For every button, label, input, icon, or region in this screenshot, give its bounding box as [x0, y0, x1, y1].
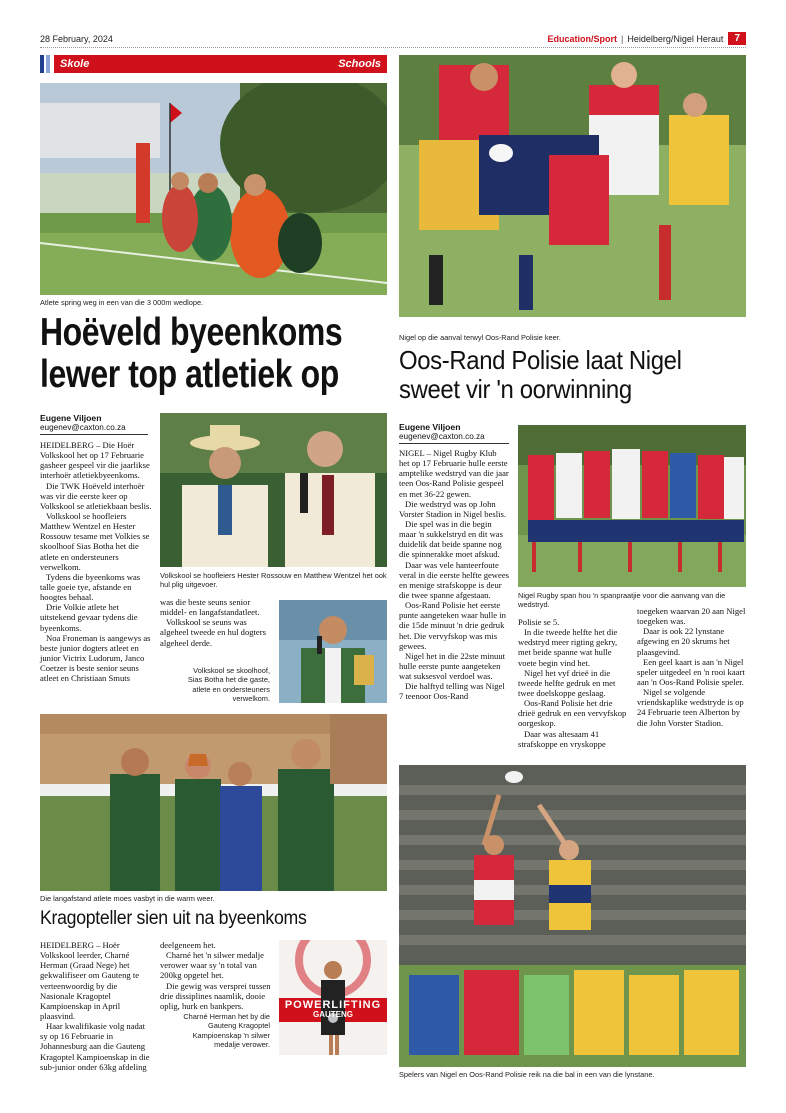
article-body — [40, 440, 152, 683]
photo-athletes-start — [40, 83, 387, 295]
photo-caption: Volkskool se skoolhoof, Sias Botha het die gaste, atlete en ondersteuners verwelkom. — [187, 666, 270, 703]
banner-stripe — [46, 55, 50, 73]
author-email: eugenev@caxton.co.za — [399, 432, 485, 441]
paragraph: HEIDELBERG – Hoër Volkskool leerder, Charné Herman (Graad Nege) het gekwalifiseer om Gauteng te verteenwoordig by die Nasionale Kragoptel Kampioenskap in April plaasvind. — [40, 940, 140, 1021]
paragraph: Noa Froneman is aangewys as beste junior dogters atleet en junior Victrix Ludorum, Janco Coetzer is beste senior seuns atleet en Christiaan Smuts — [40, 632, 151, 684]
paragraph: was die beste seuns senior middel- en langafstandatleet. — [160, 597, 260, 618]
section-banner — [40, 55, 387, 73]
paragraph: Tydens die byeenkoms was talle goeie tye, afstande en hoogtes behaal. — [40, 571, 141, 603]
banner-text: GAUTENG — [313, 1010, 353, 1019]
paragraph: Nigel het vyf drieë in die tweede helfte gedruk en met twee doelskoppe geslaag. — [518, 667, 616, 698]
paragraph: Een geel kaart is aan 'n Nigel speler uitgedeel en 'n rooi kaart aan 'n Oos-Rand Polisie speler. — [637, 656, 745, 687]
author-name: Eugene Viljoen — [40, 413, 102, 423]
paragraph: NIGEL – Nigel Rugby Klub het op 17 Februarie hulle eerste amptelike wedstryd van die jaar teen Oos-Rand Polisie gespeel en met 36-22 gewen. — [399, 448, 509, 499]
paragraph: Oos-Rand Polisie het drie drieë gedruk en een vervyfskop oorgeskop. — [518, 698, 627, 729]
paragraph: Polisie se 5. — [518, 617, 560, 627]
paragraph: Nigel het in die 22ste minuut hulle eerste punte aangeteken wat suksesvol verdoel was. — [399, 650, 506, 682]
paragraph: Die halftyd telling was Nigel 7 teenoor Oos-Rand — [399, 681, 505, 702]
photo-rugby-huddle — [518, 425, 746, 587]
paragraph: Volkskool se seuns was algeheel tweede en hul dogters algeheel derde. — [160, 617, 266, 648]
byline-rule — [399, 443, 509, 444]
article-body — [399, 448, 509, 702]
banner-stripe — [40, 55, 44, 73]
paragraph: toegeken waarvan 20 aan Nigel toegeken was. — [637, 606, 746, 627]
header-rule — [40, 47, 746, 48]
paragraph: Daar was altesaam 41 strafskoppe en vryskoppe — [518, 728, 606, 749]
paragraph: HEIDELBERG – Die Hoër Volkskool het op 17 Februarie gasheer gespeel vir die jaarlikse interhoër atletiekbyeenkoms. — [40, 440, 150, 481]
paragraph: Die spel was in die begin maar 'n sukkelstryd en dit was duidelik dat beide spanne nog die spinnerakke moet afskud. — [399, 518, 503, 560]
page-date: 28 February, 2024 — [40, 34, 113, 44]
photo-powerlifter — [279, 940, 387, 1055]
paragraph: Daar is ook 22 lynstane afgewing en 20 skrums het plaasgevind. — [637, 626, 730, 657]
photo-caption: Volkskool se hoofleiers Hester Rossouw en Matthew Wentzel het ook hul plig uitgevoer. — [160, 571, 387, 590]
byline — [40, 413, 148, 435]
photo-caption: Charné Herman het by die Gauteng Kragoptel Kampioenskap 'n silwer medalje verower. — [183, 1012, 270, 1049]
paragraph: Nigel se volgende vriendskaplike wedstryde is op 24 Februarie teen Alberton by die John Vorster Stadion. — [637, 687, 744, 728]
article-body — [637, 606, 746, 728]
photo-caption: Spelers van Nigel en Oos-Rand Polisie reik na die bal in een van die lynstane. — [399, 1070, 655, 1079]
headline-line: Oos-Rand Polisie laat Nigel — [399, 345, 682, 375]
paragraph: Die wedstryd was op John Vorster Stadion in Nigel beslis. — [399, 498, 507, 519]
paragraph: Die gewig was versprei tussen drie dissiplines naamlik, dooie oplig, hurk en bankpers. — [160, 980, 271, 1011]
article-body — [518, 617, 628, 749]
paragraph: Haar kwalifikasie volg nadat sy op 16 Februarie in Johannesburg aan die Gauteng Kragoptel Kampioenskap in die sub-junior onder 63kg afdeling — [40, 1021, 150, 1072]
banner-right-label: Schools — [338, 58, 381, 70]
banner-text: POWERLIFTING — [284, 999, 382, 1011]
photo-caption: Nigel op die aanval terwyl Oos-Rand Polisie keer. — [399, 333, 561, 342]
article-body — [160, 940, 272, 1011]
photo-rugby-lineout — [399, 765, 746, 1067]
photo-principal — [279, 600, 387, 703]
article-body — [160, 597, 274, 648]
byline-rule — [40, 434, 148, 435]
photo-caption: Atlete spring weg in een van die 3 000m wedlope. — [40, 298, 204, 307]
paper-name: Heidelberg/Nigel Heraut — [627, 33, 724, 44]
photo-rugby-attack — [399, 55, 746, 317]
article-body — [40, 940, 152, 1072]
paragraph: Die TWK Hoëveld interhoër was vir die eerste keer op Volkskool se atletiekbaan beslis. — [40, 480, 152, 511]
photo-head-leaders — [160, 413, 387, 567]
byline — [399, 422, 509, 444]
page-header-right — [548, 32, 746, 45]
paragraph: Charné het 'n silwer medalje verower waar sy 'n total van 200kg opgetel het. — [160, 950, 264, 981]
paragraph: Drie Volkie atlete het uitstekend gevaar tydens die byeenkoms. — [40, 602, 138, 633]
paragraph: deelgeneem het. — [160, 940, 216, 950]
headline-line: Hoëveld byeenkoms — [40, 311, 343, 354]
author-email: eugenev@caxton.co.za — [40, 423, 126, 432]
paragraph: Volkskool se hoofleiers Matthew Wentzel en Hester Rossouw tesame met Volkies se skoolhoof Sias Botha het die atlete en ondersteuners verwelkom. — [40, 510, 150, 572]
article-headline — [40, 312, 342, 396]
article-headline: Kragopteller sien uit na byeenkoms — [40, 908, 307, 929]
headline-line: sweet vir 'n oorwinning — [399, 374, 632, 405]
article-headline — [399, 346, 682, 404]
page-number: 7 — [728, 32, 746, 45]
banner-strip — [54, 55, 387, 73]
photo-caption: Nigel Rugby span hou 'n spanpraatjie voor die aanvang van die wedstryd. — [518, 591, 726, 610]
paragraph: Oos-Rand Polisie het eerste punte aangeteken waar hulle in die 15de minuut 'n drie gedruk het. Die vervyfskop was mis gewees. — [399, 600, 506, 651]
photo-caption: Die langafstand atlete moes vasbyt in die warm weer. — [40, 894, 215, 903]
photo-distance-runners — [40, 714, 387, 891]
paragraph: Daar was vele hanteerfoute veral in die eerste helfte gewees en menige strafskoppe is deur die twee spanne afgestaan. — [399, 559, 509, 600]
headline-line: lewer top atletiek op — [40, 353, 339, 397]
paragraph: In die tweede helfte het die wedstryd meer rigting gekry, met beide spanne wat hulle voete begin vind het. — [518, 627, 618, 668]
header-separator: | — [621, 33, 624, 44]
author-name: Eugene Viljoen — [399, 422, 461, 432]
section-label: Education/Sport — [547, 33, 618, 44]
banner-left-label: Skole — [60, 58, 90, 70]
